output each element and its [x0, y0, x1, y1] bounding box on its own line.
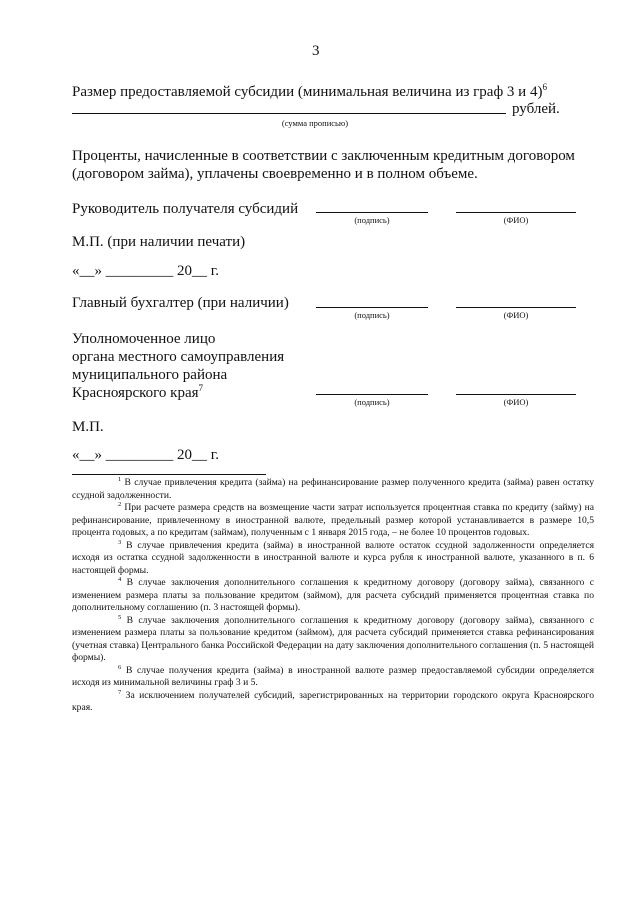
date-year: 20: [177, 263, 192, 279]
date2-day: __: [79, 447, 95, 463]
accountant-name-line: [456, 307, 576, 308]
head-signature-caption: (подпись): [354, 215, 390, 225]
date2-year-suffix: __: [192, 447, 207, 463]
footnote-text: В случае заключения дополнительного соглашения к кредитному договору (договору займа), связанного с изменением размера платы за пользование кредитом (займом), для расчета субсидий применяется процентная ставка по дополнительному соглашению (п. 3 настоящей формы).: [72, 577, 594, 613]
head-signature-line: [316, 212, 428, 213]
accountant-label: Главный бухгалтер (при наличии): [72, 295, 289, 311]
date-year-suffix: __: [192, 263, 207, 279]
page-number: 3: [312, 43, 320, 59]
footnote-separator: [72, 474, 266, 475]
date2-year: 20: [177, 447, 192, 463]
authorized-footnote-ref: 7: [198, 383, 204, 393]
footnote-number: 6: [118, 663, 122, 671]
paragraph-line-2: (договором займа), уплачены своевременно и в полном объеме.: [72, 166, 478, 182]
footnote: [72, 502, 594, 540]
date2-close-quote: »: [94, 447, 102, 463]
date-line-1: [72, 262, 219, 280]
authorized-line-2: органа местного самоуправления: [72, 349, 285, 365]
footnote: [72, 615, 594, 665]
date-day: __: [79, 263, 95, 279]
footnote-number: 7: [118, 688, 122, 696]
currency-label: рублей.: [512, 101, 560, 117]
authorized-signature-line: [316, 394, 428, 395]
authorized-name-caption: (ФИО): [503, 397, 529, 407]
head-label: Руководитель получателя субсидий: [72, 201, 299, 217]
footnote: [72, 665, 594, 690]
subsidy-label: [72, 83, 547, 101]
authorized-region: Красноярского края: [72, 385, 199, 401]
footnote-text: За исключением получателей субсидий, зарегистрированных на территории городского округа Красноярского края.: [72, 689, 594, 713]
footnote-text: При расчете размера средств на возмещение части затрат используется процентная ставка по кредиту (займу) на рефинансирование, привлеченному в иностранной валюте, предельный размер которой устанавливается в размере 10,5 процента годовых, а по кредитам (займам), полученным с 1 января 2015 года, – не более 10 процентов годовых.: [72, 502, 594, 538]
date2-g: г.: [210, 447, 219, 463]
footnote-text: В случае заключения дополнительного соглашения к кредитному договору (договору займа), связанного с изменением размера платы за пользование кредитом (займом), для расчета субсидий применяется ставка рефинансирования (учетная ставка) Центрального банка Российской Федерации на дату заключения дополнительного соглашения (п. 5 настоящей формы).: [72, 614, 594, 663]
footnote: [72, 540, 594, 578]
footnote: [72, 690, 594, 715]
authorized-line-3: муниципального района: [72, 367, 228, 383]
authorized-signature-caption: (подпись): [354, 397, 390, 407]
footnote-number: 2: [118, 500, 122, 508]
authorized-line-4: [72, 384, 203, 402]
accountant-signature-line: [316, 307, 428, 308]
footnote-number: 1: [118, 475, 122, 483]
footnote-text: В случае привлечения кредита (займа) в иностранной валюте остаток ссудной задолженности определяется исходя из остатка ссудной задолженности в иностранной валюте и курса рубля к иностранной валюте, указанного в п. 6 настоящей формы.: [72, 539, 594, 576]
subsidy-label-text: Размер предоставляемой субсидии (минимальная величина из граф 3 и 4): [72, 84, 543, 100]
head-name-caption: (ФИО): [503, 215, 529, 225]
authorized-name-line: [456, 394, 576, 395]
footnotes: [72, 477, 594, 715]
footnote: [72, 477, 594, 502]
date2-open-quote: «: [72, 447, 80, 463]
subsidy-amount-line: [72, 113, 506, 114]
head-name-line: [456, 212, 576, 213]
stamp-label: М.П. (при наличии печати): [72, 234, 246, 250]
footnote-text: В случае привлечения кредита (займа) на рефинансирование размер полученного кредита (займа) равен остатку ссудной задолженности.: [72, 477, 594, 501]
accountant-signature-caption: (подпись): [354, 310, 390, 320]
date-month: _________: [105, 263, 174, 279]
footnote-number: 5: [118, 613, 122, 621]
subsidy-footnote-ref: 6: [542, 82, 547, 92]
authorized-line-1: Уполномоченное лицо: [72, 331, 216, 347]
date-line-2: [72, 446, 219, 464]
date-g: г.: [210, 263, 219, 279]
stamp-label-2: М.П.: [72, 419, 104, 435]
footnote-number: 3: [118, 538, 122, 546]
footnote-text: В случае получения кредита (займа) в иностранной валюте размер предоставляемой субсидии определяется исходя из минимальной величины граф 3 и 5.: [72, 664, 594, 688]
accountant-name-caption: (ФИО): [503, 310, 529, 320]
footnote: [72, 577, 594, 615]
amount-in-words-caption: (сумма прописью): [281, 118, 349, 128]
date-close-quote: »: [94, 263, 102, 279]
date-open-quote: «: [72, 263, 80, 279]
paragraph-line-1: Проценты, начисленные в соответствии с заключенным кредитным договором: [72, 148, 575, 164]
date2-month: _________: [105, 447, 174, 463]
footnote-number: 4: [118, 575, 122, 583]
